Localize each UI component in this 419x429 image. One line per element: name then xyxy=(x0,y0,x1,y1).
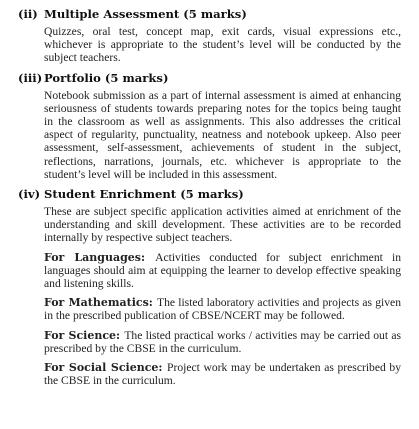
subsection-label: For Mathematics: xyxy=(44,296,157,310)
section-numeral: (ii) xyxy=(18,7,38,21)
subsection-label: For Social Science: xyxy=(44,361,168,375)
section-title: Student Enrichment (5 marks) xyxy=(44,187,244,202)
subsection-text: Activities conducted for subject enrichment in languages should aim at equipping the learner to develop effective speaking and listening skills. xyxy=(44,250,401,291)
subsection-label: For Languages: xyxy=(44,250,156,264)
subsection-text: The listed practical works / activities may be carried out as prescribed by the CBSE in the curriculum. xyxy=(44,328,401,355)
subsection-text: Project work may be undertaken as prescribed by the CBSE in the curriculum. xyxy=(44,361,401,388)
section-body: Notebook submission as a part of internal assessment is aimed at enhancing seriousness of students towards preparing notes for the topics being taught in the classroom as well as assignments. This also addresses the critical aspect of regularity, punctuality, neatness and notebook upkeep. Also peer assessment, self-assessment, achievements of student in the subject, reflections, narrations, journals, etc. whichever is appropriate to the student’s level will be included in this assessment. xyxy=(44,88,401,181)
section-heading xyxy=(18,7,401,21)
section-multiple-assessment xyxy=(18,7,401,65)
section-numeral: (iv) xyxy=(18,187,41,202)
subsection-text: The listed laboratory activities and projects as given in the prescribed publication of CBSE/NCERT may be followed. xyxy=(44,296,401,323)
subsection-social-science xyxy=(44,361,401,387)
subsection-label: For Science: xyxy=(44,328,125,342)
section-heading xyxy=(18,187,401,201)
section-portfolio xyxy=(18,71,401,181)
subsection-mathematics xyxy=(44,296,401,322)
section-body: These are subject specific application activities aimed at enrichment of the understanding and skill development. These activities are to be recorded internally by respective subject teachers. xyxy=(44,205,401,245)
section-title: Portfolio (5 marks) xyxy=(44,70,169,85)
section-body: Quizzes, oral test, concept map, exit cards, visual expressions etc., whichever is appropriate to the student’s level will be conducted by the subject teachers. xyxy=(44,25,401,65)
section-numeral: (iii) xyxy=(18,70,43,85)
section-title: Multiple Assessment (5 marks) xyxy=(44,7,247,21)
section-student-enrichment xyxy=(18,187,401,387)
subsection-languages xyxy=(44,251,401,291)
section-heading xyxy=(18,71,401,85)
subsection-science xyxy=(44,329,401,355)
